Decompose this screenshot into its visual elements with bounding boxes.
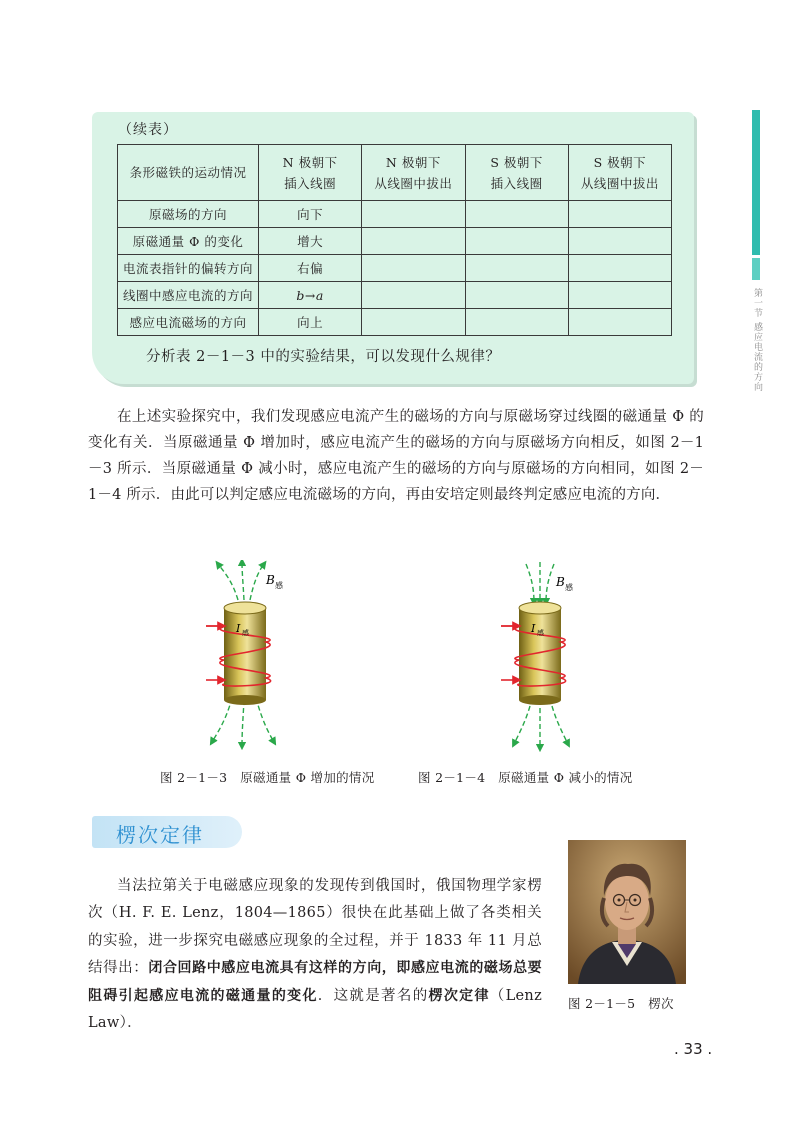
- row-label: 电流表指针的偏转方向: [118, 255, 259, 282]
- table-cell: [465, 309, 568, 336]
- page-number: . 33 .: [674, 1040, 713, 1058]
- header-line2: 插入线圈: [284, 175, 337, 191]
- lenz-law-name: 楞次定律: [428, 987, 490, 1004]
- table-cell: [568, 282, 671, 309]
- b-label-right: B: [556, 575, 565, 589]
- figure-caption-left: 图 2－1－3 原磁通量 Φ 增加的情况: [160, 770, 375, 785]
- chapter-side-tab: [752, 110, 760, 255]
- i-sub-right: 感: [537, 629, 544, 637]
- section-side-tab: [752, 258, 760, 280]
- b-label-left: B: [266, 573, 275, 587]
- table-cell: [362, 201, 465, 228]
- section-title: 楞次定律: [116, 823, 204, 847]
- table-header-cell: [568, 145, 671, 201]
- side-tab-text: 第一节 感应电流的方向: [752, 288, 762, 392]
- table-row: [118, 309, 672, 336]
- header-line2: 从线圈中拔出: [374, 175, 453, 191]
- table-cell: [465, 201, 568, 228]
- i-label-left: I: [236, 622, 241, 635]
- b-sub-right: 感: [565, 583, 573, 592]
- lenz-paragraph: [88, 873, 542, 1037]
- table-header-row: [118, 145, 672, 201]
- coil-figures: [0, 560, 800, 760]
- header-line1: N 极朝下: [385, 154, 441, 170]
- portrait-caption: 图 2－1－5 楞次: [568, 996, 674, 1011]
- table-cell: [465, 228, 568, 255]
- figure-caption-right: 图 2－1－4 原磁通量 Φ 减小的情况: [418, 770, 633, 785]
- lenz-text-mid: ．这就是著名的: [317, 987, 429, 1004]
- table-question: 分析表 2－1－3 中的实验结果，可以发现什么规律？: [146, 349, 501, 365]
- coil-figure-right: [501, 562, 573, 748]
- header-line1: S 极朝下: [593, 154, 647, 170]
- table-cell: 向上: [259, 309, 362, 336]
- table-header-cell: [259, 145, 362, 201]
- table-continued-label: （续表）: [118, 122, 178, 138]
- table-cell: [362, 309, 465, 336]
- table-cell: [568, 255, 671, 282]
- table-cell: [465, 255, 568, 282]
- table-row: [118, 201, 672, 228]
- table-cell: 增大: [259, 228, 362, 255]
- coil-bottom: [519, 695, 561, 705]
- table-cell: [568, 228, 671, 255]
- table-header-cell: [362, 145, 465, 201]
- b-sub-left: 感: [275, 581, 283, 590]
- coil-figure-left: [206, 562, 283, 746]
- header-line2: 插入线圈: [490, 175, 543, 191]
- body-text: 在上述实验探究中，我们发现感应电流产生的磁场的方向与原磁场穿过线圈的磁通量 Φ 的变化有关．当原磁通量 Φ 增加时，感应电流产生的磁场的方向与原磁场方向相反，如图 2－1－3 所示．当原磁通量 Φ 减小时，感应电流产生的磁场的方向与原磁场的方向相同，如图 2－1－4 所示．由此可以判定感应电流磁场的方向，再由安培定则最终判定感应电流的方向．: [88, 409, 704, 503]
- table-cell: [568, 309, 671, 336]
- coil-top: [224, 602, 266, 614]
- header-line1: S 极朝下: [490, 154, 543, 170]
- lenz-text-end: （Lenz Law）．: [88, 987, 543, 1032]
- table-row: [118, 255, 672, 282]
- lenz-text: 当法拉第关于电磁感应现象的发现传到俄国时，俄国物理学家楞次（H. F. E. Lenz，1804—1865）很快在此基础上做了各类相关的实验，进一步探究电磁感应现象的全过程，并于 1833 年 11 月总结得出：: [88, 878, 542, 977]
- table-cell: [362, 282, 465, 309]
- experiment-table: [117, 144, 672, 336]
- table-header-cell: [465, 145, 568, 201]
- row-label: 原磁场的方向: [118, 201, 259, 228]
- row-label: 线圈中感应电流的方向: [118, 282, 259, 309]
- coil-top: [519, 602, 561, 614]
- body-paragraph: [88, 404, 704, 508]
- table-cell: [362, 255, 465, 282]
- table-cell: 右偏: [259, 255, 362, 282]
- table-cell: b→a: [259, 282, 362, 309]
- table-cell: 向下: [259, 201, 362, 228]
- table-cell: [465, 282, 568, 309]
- coil-bottom: [224, 695, 266, 705]
- header-line2: 从线圈中拔出: [580, 175, 659, 191]
- table-cell: [362, 228, 465, 255]
- table-cell: [568, 201, 671, 228]
- header-line1: N 极朝下: [282, 154, 338, 170]
- i-sub-left: 感: [242, 629, 249, 637]
- table-header-row-label: 条形磁铁的运动情况: [118, 145, 259, 201]
- row-label: 感应电流磁场的方向: [118, 309, 259, 336]
- lenz-portrait: [568, 840, 686, 984]
- i-label-right: I: [531, 622, 536, 635]
- row-label: 原磁通量 Φ 的变化: [118, 228, 259, 255]
- table-row: [118, 228, 672, 255]
- lenz-law-statement: 闭合回路中感应电流具有这样的方向，即感应电流的磁场总要阻碍引起感应电流的磁通量的变化: [88, 960, 542, 1004]
- table-row: [118, 282, 672, 309]
